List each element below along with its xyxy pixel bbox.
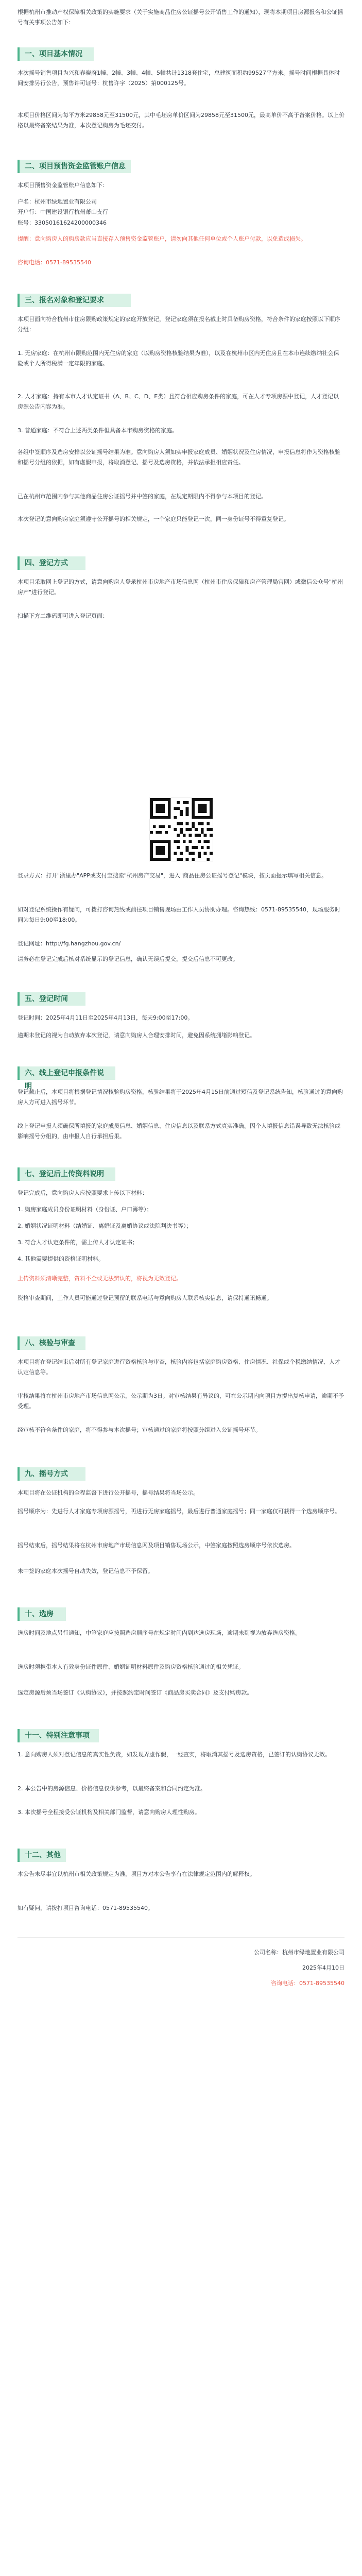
registration-login-instructions: 登录方式：打开"浙里办"APP或支付宝搜索"杭州房产交易"，进入"商品住房公证摇号登记"模块，按页面提示填写相关信息。	[18, 872, 327, 879]
lottery-paragraph-3: 摇号结束后，摇号结果将在杭州市房地产市场信息网及项目销售现场公示，中签家庭按照选房顺序号依次选房。	[18, 1542, 295, 1549]
registration-confirm-note: 请务必在登记完成后核对系统显示的登记信息，确认无误后提交，提交后信息不可更改。	[18, 956, 238, 962]
registration-help: 如对登记系统操作有疑问，可拨打咨询热线或前往项目销售现场由工作人员协助办理。咨询热线：0571-89535540，现场服务时间为每日9:00至18:00。	[18, 906, 340, 924]
lottery-paragraph-4: 未中签的家庭本次摇号自动失效，登记信息不予保留。	[18, 1568, 153, 1574]
section-title-registration-time: 五、登记时间	[18, 992, 85, 1006]
section-title-eligibility: 三、报名对象和登记要求	[18, 294, 131, 307]
registration-time: 登记时间：2025年4月11日至2025年4月13日，每天9:00至17:00。	[18, 1014, 194, 1021]
upload-materials-item-2: 2. 婚姻状况证明材料（结婚证、离婚证及离婚协议或法院判决书等）；	[18, 1223, 192, 1229]
funds-warning: 提醒：意向购房人的购房款应当直接存入预售资金监管账户，请勿向其他任何单位或个人账户付款，以免造成损失。	[18, 235, 306, 242]
funds-phone: 咨询电话：0571-89535540	[18, 259, 91, 266]
upload-materials-paragraph: 登记完成后，意向购房人应按照要求上传以下材料：	[18, 1190, 148, 1196]
review-paragraph-1: 本项目将在登记结束后对所有登记家庭进行资格核验与审查，核验内容包括家庭购房资格、住房情况、社保或个税缴纳情况、人才认定信息等。	[18, 1359, 340, 1376]
other-paragraph-2: 如有疑问，请拨打项目咨询电话：0571-89535540。	[18, 1905, 153, 1911]
selection-paragraph-3: 选定房源后须当场签订《认购协议》，并按照约定时间签订《商品房买卖合同》及支付购房款。	[18, 1689, 253, 1696]
eligibility-note-2: 已在杭州市范围内参与其他商品住房公证摇号并中签的家庭，在规定期限内不得参与本项目的登记。	[18, 493, 267, 500]
registration-qr-label: 扫描下方二维码即可进入登记页面：	[18, 613, 108, 619]
eligibility-note-1: 各组中签顺序及选房安排以公证摇号结果为准。意向购房人须如实申报家庭成员、婚姻状况及住房情况，申报信息将作为资格核验和摇号分组的依据，如有虚假申报，将取消登记、摇号及选房资格，并依法承担相应责任。	[18, 449, 340, 466]
funds-account-info: 户名：杭州市绿地置业有限公司 开户行：中国建设银行杭州萧山支行 账号：33050161624200000346	[18, 198, 108, 226]
eligibility-item-3: 3. 普通家庭：不符合上述两类条件但具备本市购房资格的家庭。	[18, 427, 178, 434]
review-paragraph-2: 审核结果将在杭州市房地产市场信息网公示，公示期为3日。对审核结果有异议的，可在公示期内向项目方提出复核申请，逾期不予受理。	[18, 1393, 344, 1410]
notes-item-3: 3. 本次摇号全程接受公证机构及相关部门监督，请意向购房人理性购房。	[18, 1809, 200, 1816]
upload-materials-contact-note: 资格审查期间，工作人员可能通过登记预留的联系电话与意向购房人联系核实信息，请保持通讯畅通。	[18, 1295, 272, 1301]
section-title-online-conditions: 六、线上登记申报条件说明	[18, 1066, 115, 1080]
section-title-other: 十二、其他	[18, 1849, 66, 1862]
funds-paragraph: 本项目预售资金监管账户信息如下：	[18, 182, 108, 189]
section-title-lottery-method: 九、摇号方式	[18, 1467, 85, 1481]
selection-paragraph-2: 选房时须携带本人有效身份证件原件、婚姻证明材料原件及购房资格核验通过的相关凭证。	[18, 1664, 244, 1670]
online-conditions-paragraph-1: 登记截止后，本项目将根据登记情况核验购房资格，核验结果将于2025年4月15日前通过短信及登记系统告知，核验通过的意向购房人方可进入摇号环节。	[18, 1089, 343, 1106]
other-paragraph-1: 本公告未尽事宜以杭州市相关政策规定为准，项目方对本公告享有在法律规定范围内的解释权。	[18, 1871, 255, 1877]
footer-company: 公司名称：杭州市绿地置业有限公司	[254, 1949, 344, 1956]
upload-materials-item-1: 1. 购房家庭成员身份证明材料（身份证、户口簿等）；	[18, 1206, 152, 1213]
registration-url: 登记网址：http://fg.hangzhou.gov.cn/	[18, 940, 121, 947]
review-paragraph-3: 经审核不符合条件的家庭，将不得参与本次摇号；审核通过的家庭将按照分组进入公证摇号环节。	[18, 1427, 261, 1433]
selection-paragraph-1: 选房时间及地点另行通知，中签家庭应按照选房顺序号在规定时间内到达选房现场，逾期未到视为放弃选房资格。	[18, 1630, 301, 1636]
eligibility-note-3: 本次登记的意向购房家庭须遵守公开摇号的相关规定，一个家庭只能登记一次，同一身份证号不得重复登记。	[18, 516, 289, 522]
lottery-paragraph-2: 摇号顺序为：先进行人才家庭专项房源摇号，再进行无房家庭摇号，最后进行普通家庭摇号；同一家庭仅可获得一个选房顺序号。	[18, 1508, 340, 1515]
online-conditions-paragraph-2: 线上登记申报人须确保所填报的家庭成员信息、婚姻信息、住房信息以及联系方式真实准确。因个人填报信息错误导致无法核验或影响摇号分组的，由申报人自行承担后果。	[18, 1123, 340, 1140]
lottery-paragraph-1: 本项目将在公证机构的全程监督下进行公开摇号，摇号结果将当场公示。	[18, 1489, 199, 1496]
section-title-review: 八、核验与审查	[18, 1336, 85, 1350]
footer-divider	[18, 1937, 344, 1938]
section-title-house-selection: 十、选房	[18, 1607, 66, 1621]
notes-item-2: 2. 本公告中的房源信息、价格信息仅供参考，以最终备案和合同约定为准。	[18, 1785, 206, 1792]
registration-qr-code[interactable]	[149, 798, 213, 861]
notes-item-1: 1. 意向购房人须对登记信息的真实性负责，如发现弄虚作假，一经查实，将取消其摇号及选房资格，已签订的认购协议无效。	[18, 1751, 331, 1758]
footer-date: 2025年4月10日	[302, 1964, 344, 1971]
registration-time-note: 逾期未登记的视为自动放弃本次登记，请意向购房人合理安排时间，避免因系统拥堵影响登记。	[18, 1032, 255, 1039]
eligibility-item-1: 1. 无房家庭：在杭州市限购范围内无住房的家庭（以购房资格核验结果为准），以及在杭州市区内无住房且在本市连续缴纳社会保险或个人所得税满一定年限的家庭。	[18, 350, 339, 367]
project-paragraph-1: 本次摇号销售项目为兴和春晓府1幢、2幢、3幢、4幢、5幢共计1318套住宅，总建筑面积约99527平方米。摇号时间根据具体时间安排另行公告，预售许可证号：杭售许字（2025）第000125号。	[18, 70, 340, 87]
section-title-notes: 十一、特别注意事项	[18, 1729, 99, 1742]
eligibility-paragraph: 本项目面向符合杭州市住房限购政策规定的家庭开放登记，登记家庭须在报名截止时具备购房资格，符合条件的家庭按照以下顺序分组：	[18, 316, 340, 333]
upload-materials-warning: 上传资料须清晰完整，资料不全或无法辨认的，将视为无效登记。	[18, 1275, 182, 1282]
eligibility-item-2: 2. 人才家庭：持有本市人才认定证书（A、B、C、D、E类）且符合相应购房条件的家庭，可在人才专项房源中登记，人才登记以房源公告内容为准。	[18, 393, 339, 411]
section-title-project: 一、项目基本情况	[18, 47, 94, 61]
intro-paragraph: 根据杭州市推动产权保障相关政策的实施要求（关于实施商品住房公证摇号公开销售工作的通知），现将本期项目房源报名和公证摇号有关事项公告如下：	[18, 9, 343, 26]
upload-materials-item-4: 4. 其他需要提供的资格证明材料。	[18, 1256, 104, 1262]
qr-code-icon	[150, 798, 213, 861]
section-title-funds: 二、项目预售资金监管账户信息	[18, 160, 131, 173]
project-paragraph-2: 本项目价格区间为每平方米29858元至31500元，其中毛坯房单价区间为29858元至31500元，最高单价不高于备案价格。以上价格以最终备案结果为准，本次登记购房为毛坯交付。	[18, 112, 344, 129]
footer-phone: 咨询电话：0571-89535540	[271, 1980, 344, 1987]
registration-method-paragraph: 本项目采取网上登记的方式，请意向购房人登录杭州市房地产市场信息网（杭州市住房保障和房产管理局官网）或微信公众号"杭州房产"进行登记。	[18, 579, 343, 596]
section-title-upload-materials: 七、登记后上传资料说明	[18, 1167, 115, 1181]
section-title-registration-method: 四、登记方式	[18, 556, 85, 570]
upload-materials-item-3: 3. 符合人才认定条件的，需上传人才认定证书；	[18, 1239, 138, 1246]
